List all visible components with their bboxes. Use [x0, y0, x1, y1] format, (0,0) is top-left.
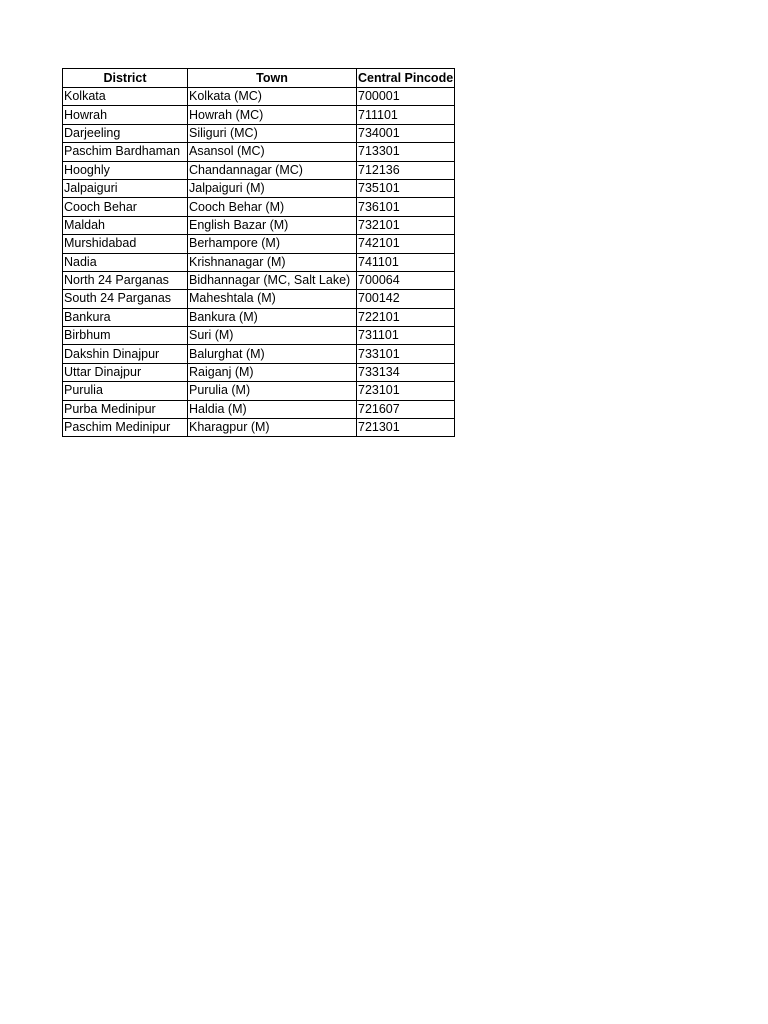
cell-district: Maldah	[63, 216, 188, 234]
cell-town: Chandannagar (MC)	[188, 161, 357, 179]
cell-central-pincode: 732101	[357, 216, 455, 234]
cell-central-pincode: 735101	[357, 179, 455, 197]
cell-town: Cooch Behar (M)	[188, 198, 357, 216]
table-row	[63, 106, 455, 124]
header-district: District	[63, 69, 188, 88]
cell-district: Cooch Behar	[63, 198, 188, 216]
table-row	[63, 216, 455, 234]
cell-district: Uttar Dinajpur	[63, 363, 188, 381]
cell-central-pincode: 713301	[357, 143, 455, 161]
table-row	[63, 308, 455, 326]
cell-central-pincode: 700142	[357, 290, 455, 308]
table-row	[63, 143, 455, 161]
cell-district: Kolkata	[63, 88, 188, 106]
cell-central-pincode: 700064	[357, 271, 455, 289]
cell-central-pincode: 731101	[357, 327, 455, 345]
header-town: Town	[188, 69, 357, 88]
cell-district: North 24 Parganas	[63, 271, 188, 289]
table-row	[63, 271, 455, 289]
cell-district: Bankura	[63, 308, 188, 326]
cell-central-pincode: 742101	[357, 235, 455, 253]
cell-central-pincode: 733101	[357, 345, 455, 363]
cell-district: Hooghly	[63, 161, 188, 179]
header-row	[63, 69, 455, 88]
table-row	[63, 235, 455, 253]
table-row	[63, 88, 455, 106]
cell-central-pincode: 700001	[357, 88, 455, 106]
table-header	[63, 69, 455, 88]
cell-district: Murshidabad	[63, 235, 188, 253]
cell-town: Berhampore (M)	[188, 235, 357, 253]
cell-town: Maheshtala (M)	[188, 290, 357, 308]
cell-central-pincode: 723101	[357, 382, 455, 400]
table-row	[63, 382, 455, 400]
cell-town: Bidhannagar (MC, Salt Lake)	[188, 271, 357, 289]
cell-town: Balurghat (M)	[188, 345, 357, 363]
cell-district: Howrah	[63, 106, 188, 124]
cell-central-pincode: 736101	[357, 198, 455, 216]
cell-town: Suri (M)	[188, 327, 357, 345]
cell-town: Asansol (MC)	[188, 143, 357, 161]
cell-district: Nadia	[63, 253, 188, 271]
table-row	[63, 363, 455, 381]
table-body	[63, 88, 455, 437]
table-row	[63, 253, 455, 271]
cell-district: Darjeeling	[63, 124, 188, 142]
table-row	[63, 327, 455, 345]
spreadsheet-area	[62, 68, 455, 437]
district-pincode-table	[62, 68, 455, 437]
cell-district: Purulia	[63, 382, 188, 400]
cell-central-pincode: 722101	[357, 308, 455, 326]
cell-district: Birbhum	[63, 327, 188, 345]
cell-town: Jalpaiguri (M)	[188, 179, 357, 197]
table-row	[63, 179, 455, 197]
cell-town: Kolkata (MC)	[188, 88, 357, 106]
cell-district: Jalpaiguri	[63, 179, 188, 197]
cell-central-pincode: 733134	[357, 363, 455, 381]
cell-town: Howrah (MC)	[188, 106, 357, 124]
cell-town: Siliguri (MC)	[188, 124, 357, 142]
cell-central-pincode: 721301	[357, 419, 455, 437]
cell-town: English Bazar (M)	[188, 216, 357, 234]
cell-town: Purulia (M)	[188, 382, 357, 400]
cell-central-pincode: 721607	[357, 400, 455, 418]
table-row	[63, 161, 455, 179]
cell-district: South 24 Parganas	[63, 290, 188, 308]
cell-district: Purba Medinipur	[63, 400, 188, 418]
cell-district: Dakshin Dinajpur	[63, 345, 188, 363]
cell-central-pincode: 712136	[357, 161, 455, 179]
table-row	[63, 345, 455, 363]
cell-town: Haldia (M)	[188, 400, 357, 418]
cell-town: Kharagpur (M)	[188, 419, 357, 437]
cell-town: Bankura (M)	[188, 308, 357, 326]
table-row	[63, 198, 455, 216]
cell-district: Paschim Bardhaman	[63, 143, 188, 161]
cell-central-pincode: 711101	[357, 106, 455, 124]
table-row	[63, 124, 455, 142]
cell-central-pincode: 741101	[357, 253, 455, 271]
cell-central-pincode: 734001	[357, 124, 455, 142]
table-row	[63, 419, 455, 437]
table-row	[63, 290, 455, 308]
cell-town: Raiganj (M)	[188, 363, 357, 381]
table-row	[63, 400, 455, 418]
header-central-pincode: Central Pincode	[357, 69, 455, 88]
cell-town: Krishnanagar (M)	[188, 253, 357, 271]
cell-district: Paschim Medinipur	[63, 419, 188, 437]
